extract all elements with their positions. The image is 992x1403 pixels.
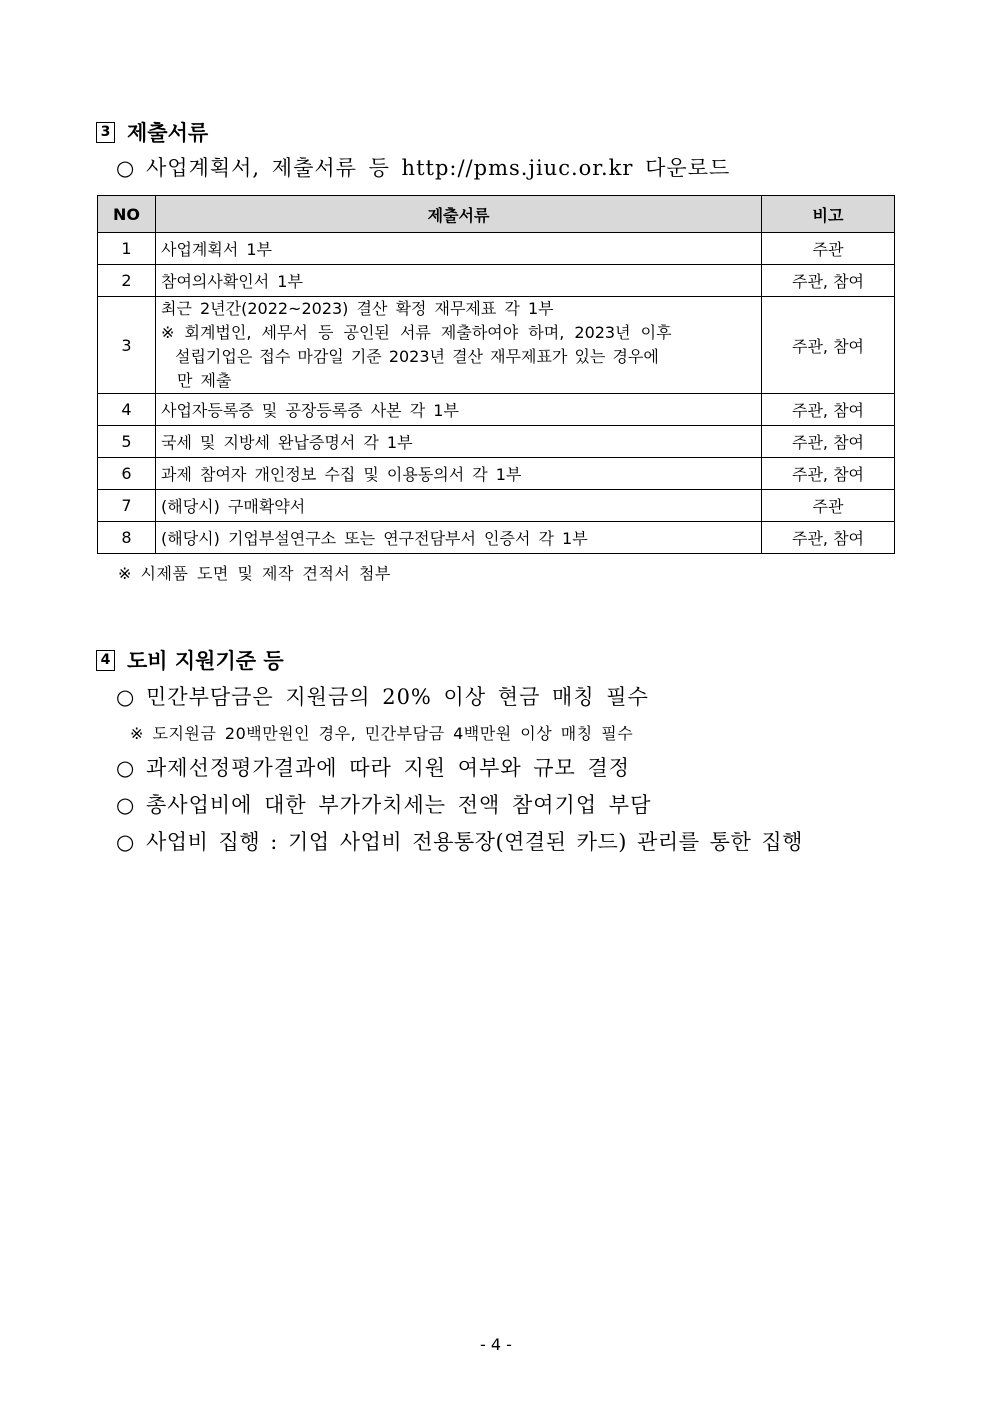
documents-table	[97, 195, 895, 554]
row-remark: 주관, 참여	[762, 458, 895, 490]
bullet-text: 총사업비에 대한 부가가치세는 전액 참여기업 부담	[146, 793, 652, 817]
table-row	[98, 394, 895, 426]
section-3-title: 제출서류	[127, 121, 209, 145]
row-item: 최근 2년간(2022~2023) 결산 확정 재무제표 각 1부	[161, 299, 554, 318]
row-item: 참여의사확인서 1부	[156, 265, 762, 297]
download-instruction: 사업계획서, 제출서류 등 http://pms.jiuc.or.kr 다운로드	[146, 156, 731, 180]
row-remark: 주관, 참여	[762, 426, 895, 458]
header-no: NO	[98, 196, 156, 233]
section-4-title: 도비 지원기준 등	[127, 649, 284, 673]
table-row	[98, 458, 895, 490]
row-item-note: ※ 회계법인, 세무서 등 공인된 서류 제출하여야 하며, 2023년 이후	[161, 323, 672, 342]
section-4-note: ※ 도지원금 20백만원인 경우, 민간부담금 4백만원 이상 매칭 필수	[130, 724, 634, 743]
row-item-note-cont: 만 제출	[177, 371, 232, 390]
row-item: 사업자등록증 및 공장등록증 사본 각 1부	[156, 394, 762, 426]
section-4-heading	[96, 645, 284, 675]
page-number: - 4 -	[480, 1335, 512, 1354]
row-item: 과제 참여자 개인정보 수집 및 이용동의서 각 1부	[156, 458, 762, 490]
section-4-number: 4	[96, 650, 115, 671]
row-no: 5	[98, 426, 156, 458]
row-remark: 주관, 참여	[762, 265, 895, 297]
bullet-circle-icon: ○	[116, 156, 136, 180]
row-no: 7	[98, 490, 156, 522]
row-item: (해당시) 기업부설연구소 또는 연구전담부서 인증서 각 1부	[156, 522, 762, 554]
row-no: 2	[98, 265, 156, 297]
table-header-row	[98, 196, 895, 233]
table-row	[98, 233, 895, 265]
table-footnote: ※ 시제품 도면 및 제작 견적서 첨부	[118, 564, 391, 583]
section-4-bullet	[116, 826, 803, 856]
section-3-number: 3	[96, 122, 115, 143]
row-no: 4	[98, 394, 156, 426]
section-3-bullet	[116, 152, 730, 182]
row-remark: 주관	[762, 490, 895, 522]
table-row	[98, 297, 895, 394]
table-row	[98, 265, 895, 297]
row-remark: 주관, 참여	[762, 522, 895, 554]
row-item: (해당시) 구매확약서	[156, 490, 762, 522]
row-item-multiline	[156, 297, 762, 394]
row-item-note-cont: 설립기업은 접수 마감일 기준 2023년 결산 재무제표가 있는 경우에	[175, 347, 659, 366]
bullet-circle-icon: ○	[116, 830, 135, 854]
table-row	[98, 426, 895, 458]
table-row	[98, 522, 895, 554]
row-remark: 주관	[762, 233, 895, 265]
row-no: 8	[98, 522, 156, 554]
bullet-text: 민간부담금은 지원금의 20% 이상 현금 매칭 필수	[146, 685, 649, 709]
table-row	[98, 490, 895, 522]
header-document: 제출서류	[156, 196, 762, 233]
header-remark: 비고	[762, 196, 895, 233]
row-remark: 주관, 참여	[762, 394, 895, 426]
bullet-circle-icon: ○	[116, 685, 136, 709]
section-4-bullet	[116, 789, 651, 819]
row-no: 1	[98, 233, 156, 265]
row-no: 6	[98, 458, 156, 490]
row-no: 3	[98, 297, 156, 394]
bullet-text: 과제선정평가결과에 따라 지원 여부와 규모 결정	[146, 756, 631, 780]
section-4-bullet	[116, 752, 630, 782]
section-4-bullet	[116, 681, 649, 711]
bullet-text: 사업비 집행 : 기업 사업비 전용통장(연결된 카드) 관리를 통한 집행	[146, 830, 803, 854]
row-item: 사업계획서 1부	[156, 233, 762, 265]
row-remark: 주관, 참여	[762, 297, 895, 394]
bullet-circle-icon: ○	[116, 756, 136, 780]
section-3-heading	[96, 117, 208, 147]
bullet-circle-icon: ○	[116, 793, 136, 817]
row-item: 국세 및 지방세 완납증명서 각 1부	[156, 426, 762, 458]
